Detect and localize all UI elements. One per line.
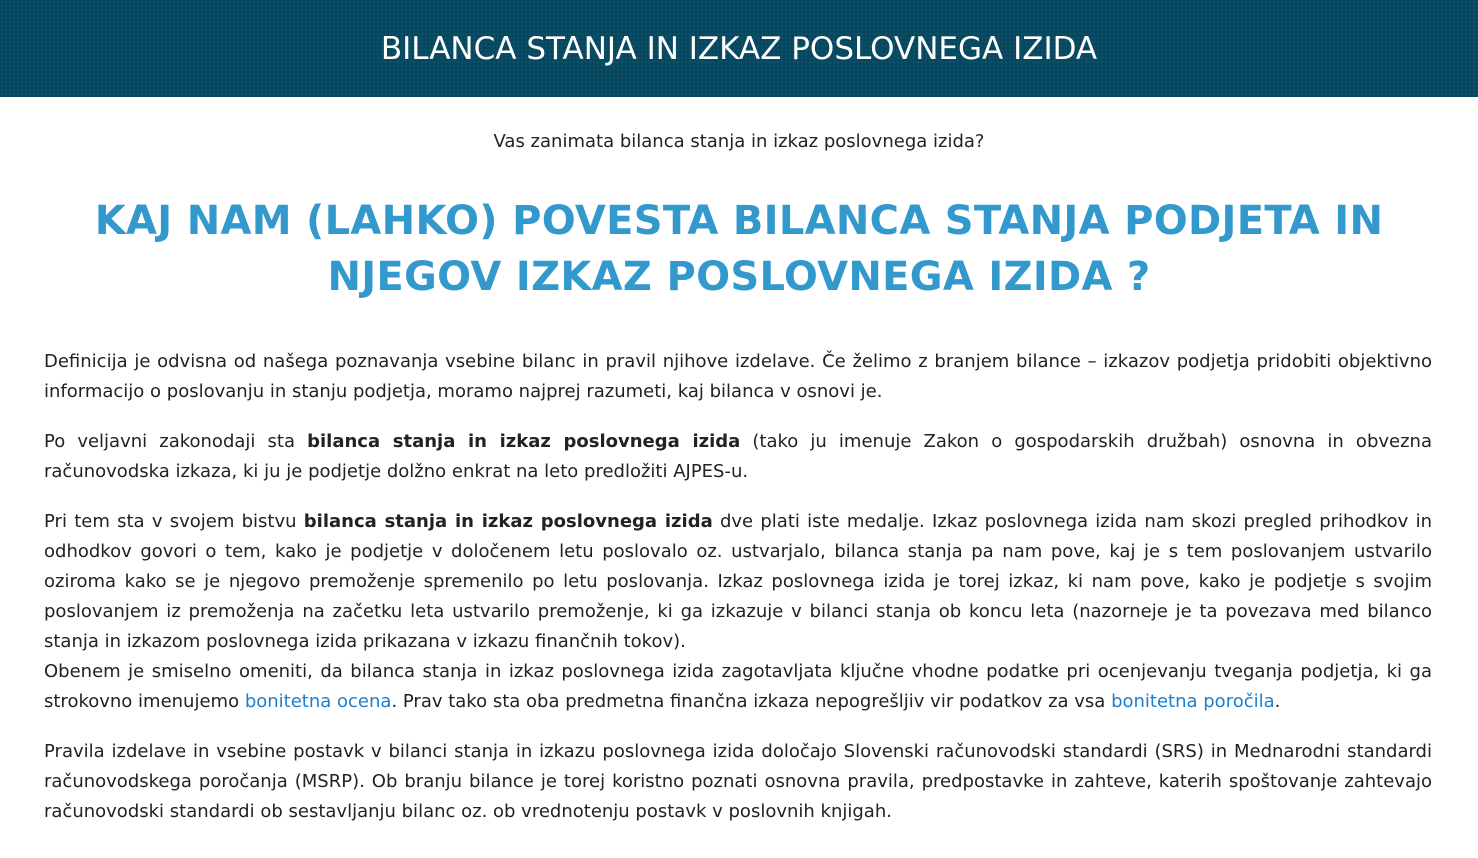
bold-term: bilanca stanja in izkaz poslovnega izida: [303, 511, 713, 532]
paragraph-text: . Prav tako sta oba predmetna finančna izkaza nepogrešljiv vir podatkov za vsa: [391, 691, 1112, 712]
paragraph-text: dve plati iste medalje. Izkaz poslovnega izida nam skozi pregled prihodkov in odhodkov govori o tem, kako je podjetje v določenem letu poslovalo oz. ustvarjalo, bilanca stanja pa nam pove, kaj je s tem poslovanjem ustvarilo oziroma kako se je njegovo premoženje spremenilo po letu poslovanja. Izkaz poslovnega izida je torej izkaz, ki nam pove, kako je podjetje s svojim poslovanjem iz premoženja na začetku leta ustvarilo premoženje, ki ga izkazuje v bilanci stanja ob koncu leta (nazorneje je ta povezava med bilanco stanja in izkazom poslovnega izida prikazana v izkazu finančnih tokov).: [44, 511, 1432, 652]
link-bonitetna-ocena[interactable]: bonitetna ocena: [244, 691, 392, 712]
page-banner: [0, 0, 1478, 97]
intro-text: Vas zanimata bilanca stanja in izkaz poslovnega izida?: [493, 131, 985, 152]
paragraph-legislation: [44, 427, 1432, 487]
link-bonitetna-porocila[interactable]: bonitetna poročila: [1111, 691, 1275, 712]
paragraph-text: Pri tem sta v svojem bistvu: [44, 511, 304, 532]
paragraph-text: .: [1274, 691, 1281, 712]
paragraph-two-sides: [44, 507, 1432, 657]
paragraph-text: Po veljavni zakonodaji sta: [44, 431, 308, 452]
headline-line-1: KAJ NAM (LAHKO) POVESTA BILANCA STANJA PODJETA IN: [94, 198, 1384, 244]
bold-term: bilanca stanja in izkaz poslovnega izida: [307, 431, 741, 452]
paragraph-text: Obenem je smiselno omeniti, da bilanca stanja in izkaz poslovnega izida zagotavljata ključne vhodne podatke pri ocenjevanju tveganja podjetja, ki ga strokovno imenujemo: [44, 661, 1432, 712]
article-body: [44, 347, 1432, 827]
page-headline: [60, 193, 1418, 305]
paragraph-standards: Pravila izdelave in vsebine postavk v bilanci stanja in izkazu poslovnega izida določajo Slovenski računovodski standardi (SRS) in Mednarodni standardi računovodskega poročanja (MSRP). Ob branju bilance je torej koristno poznati osnovna pravila, predpostavke in zahteve, katerih spoštovanje zahtevajo računovodski standardi ob sestavljanju bilanc oz. ob vrednotenju postavk v poslovnih knjigah.: [44, 741, 1432, 822]
banner-title: BILANCA STANJA IN IZKAZ POSLOVNEGA IZIDA: [380, 30, 1098, 67]
paragraph-text: (tako ju imenuje Zakon o gospodarskih družbah) osnovna in obvezna računovodska izkaza, ki ju je podjetje dolžno enkrat na leto predložiti AJPES-u.: [44, 431, 1432, 482]
headline-line-2: NJEGOV IZKAZ POSLOVNEGA IZIDA ?: [327, 254, 1151, 300]
paragraph-credit-rating: [44, 657, 1432, 717]
paragraph-definition: Definicija je odvisna od našega poznavanja vsebine bilanc in pravil njihove izdelave. Če želimo z branjem bilance – izkazov podjetja pridobiti objektivno informacijo o poslovanju in stanju podjetja, moramo najprej razumeti, kaj bilanca v osnovi je.: [44, 351, 1432, 402]
